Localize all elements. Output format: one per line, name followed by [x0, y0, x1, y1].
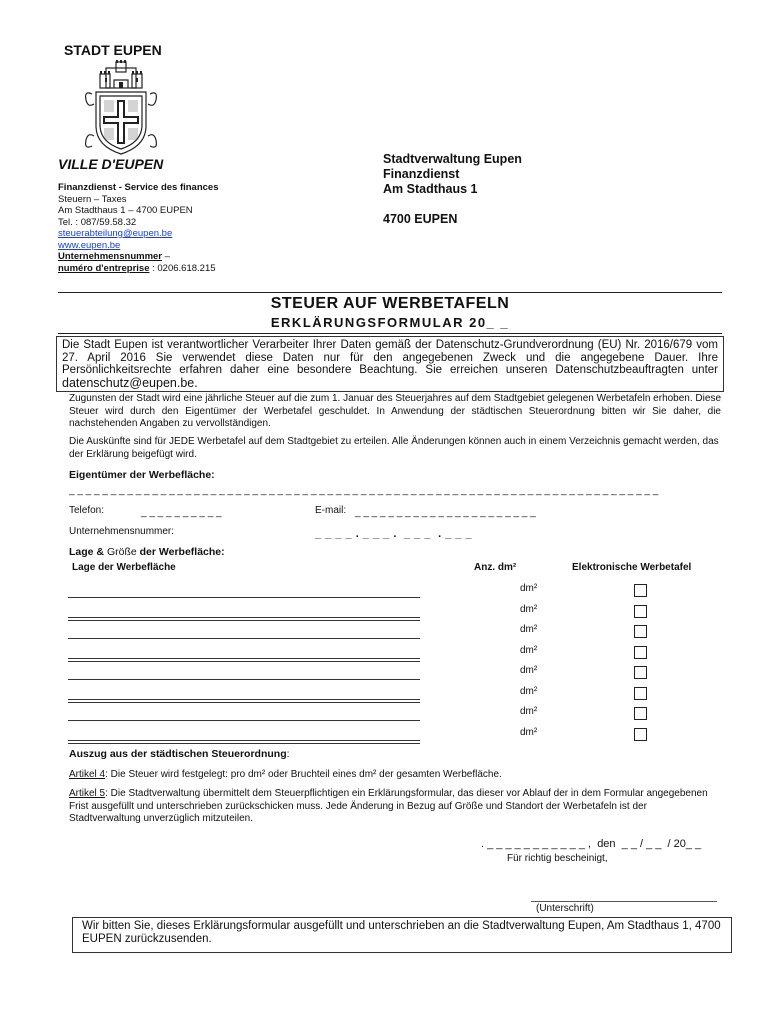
- location-input-line[interactable]: [68, 699, 420, 700]
- owner-name-field[interactable]: _ _ _ _ _ _ _ _ _ _ _ _ _ _ _ _ _ _ _ _ _ _ _ _ _ _ _ _ _ _ _ _ _ _ _ _ _ _ _ _ _ _ _ _ _ _ _ _ _ _ _ _ _ _ _ _ _ _ _ _ _ _ _ _ _ _ _ _ _ _ _: [69, 485, 659, 496]
- location-input-line[interactable]: [68, 617, 420, 618]
- electronic-checkbox[interactable]: [634, 625, 647, 638]
- recipient-line-3: Am Stadthaus 1: [383, 182, 478, 196]
- phone-field[interactable]: _ _ _ _ _ _ _ _ _ _: [141, 507, 222, 518]
- title-top-rule: [58, 292, 722, 293]
- form-subtitle: ERKLÄRUNGSFORMULAR 20_ _: [270, 315, 510, 330]
- sender-block: [58, 182, 288, 274]
- coat-of-arms-logo: [78, 60, 164, 156]
- electronic-checkbox[interactable]: [634, 646, 647, 659]
- article-4-label: Artikel 4: [69, 769, 106, 780]
- location-input-line[interactable]: [68, 679, 420, 680]
- article-4-text: : Die Steuer wird festgelegt: pro dm² oder Bruchteil eines dm² der gesamten Werbefläche.: [105, 769, 502, 780]
- intro-paragraph-1: Zugunsten der Stadt wird eine jährliche Steuer auf die zum 1. Januar des Steuerjahres auf dem Stadtgebiet gelegenen Werbetafeln erhoben. Diese Steuer wird durch den Eigentümer der Werbetafel geschuldet. In Anwendung der städtischen Steuerordnung bitten wir Sie daher, die nachstehenden Angaben zu vervollständigen.: [69, 393, 721, 429]
- article-4: [69, 769, 721, 782]
- area-unit: dm²: [520, 583, 538, 594]
- department: Steuern – Taxes: [58, 193, 127, 205]
- area-unit: dm²: [520, 644, 538, 656]
- phone-label: Telefon:: [69, 505, 105, 516]
- email-field[interactable]: _ _ _ _ _ _ _ _ _ _ _ _ _ _ _ _ _ _ _ _ _ _: [355, 507, 536, 518]
- excerpt-heading-text: Auszug aus der städtischen Steuerordnung: [69, 748, 287, 760]
- electronic-checkbox[interactable]: [634, 605, 647, 618]
- signature-label: (Unterschrift): [536, 903, 594, 914]
- area-unit: dm²: [520, 603, 538, 615]
- email-label: E-mail:: [315, 505, 347, 516]
- company-number-label-fr: numéro d'entreprise: [58, 262, 150, 274]
- article-5: [69, 788, 721, 826]
- column-header-area: Anz. dm²: [474, 562, 517, 573]
- owner-label: Eigentümer der Werbefläche:: [69, 469, 215, 481]
- table-section-label-a: Lage &: [69, 546, 107, 558]
- sender-email-link[interactable]: steuerabteilung@eupen.be: [58, 228, 173, 239]
- recipient-line-1: Stadtverwaltung Eupen: [383, 152, 522, 166]
- excerpt-heading-colon: :: [286, 748, 290, 760]
- company-number-field[interactable]: _ _ _ _ . _ _ _ . _ _ _ . _ _ _: [315, 528, 473, 540]
- electronic-checkbox[interactable]: [634, 707, 647, 720]
- location-input-line[interactable]: [68, 740, 420, 741]
- location-input-line[interactable]: [68, 743, 420, 744]
- location-input-line[interactable]: [68, 702, 420, 703]
- location-input-line[interactable]: [68, 638, 420, 639]
- article-5-label: Artikel 5: [69, 788, 106, 799]
- table-section-label: [69, 546, 225, 558]
- privacy-email: datenschutz@eupen.be.: [62, 375, 198, 390]
- website-link[interactable]: www.eupen.be: [58, 239, 121, 251]
- column-header-electronic: Elektronische Werbetafel: [572, 562, 692, 573]
- intro-paragraph-2: Die Auskünfte sind für JEDE Werbetafel auf dem Stadtgebiet zu erteilen. Alle Änderungen können auch in einem Verzeichnis gemacht werden, das der Erklärung beigefügt wird.: [69, 436, 719, 460]
- electronic-checkbox[interactable]: [634, 666, 647, 679]
- sender-phone: Tel. : 087/59.58.32: [58, 216, 137, 228]
- recipient-line-4: 4700 EUPEN: [383, 212, 458, 226]
- recipient-line-2: Finanzdienst: [383, 167, 460, 181]
- location-input-line[interactable]: [68, 620, 420, 621]
- column-header-location: Lage der Werbefläche: [72, 562, 176, 573]
- area-unit: dm²: [520, 685, 538, 697]
- privacy-notice-box: [56, 336, 724, 392]
- electronic-checkbox[interactable]: [634, 687, 647, 700]
- table-section-label-c: der Werbefläche:: [136, 546, 225, 558]
- company-number-label: Unternehmensnummer:: [69, 526, 175, 537]
- footer-box: [72, 917, 732, 953]
- sender-address: Am Stadthaus 1 – 4700 EUPEN: [58, 205, 193, 216]
- certified-text: Für richtig bescheinigt,: [507, 853, 608, 864]
- excerpt-heading: [69, 748, 290, 760]
- company-number-value: : 0206.618.215: [149, 262, 216, 274]
- area-unit: dm²: [520, 624, 538, 635]
- area-unit: dm²: [520, 706, 538, 717]
- ville-title: VILLE D'EUPEN: [58, 156, 164, 172]
- location-input-line[interactable]: [68, 720, 420, 721]
- service-name: Finanzdienst - Service des finances: [58, 182, 219, 193]
- city-title: STADT EUPEN: [64, 42, 162, 58]
- title-bottom-rule: [58, 333, 722, 334]
- table-section-label-b: Größe: [106, 546, 137, 558]
- area-unit: dm²: [520, 665, 538, 676]
- form-title: STEUER AUF WERBETAFELN: [270, 295, 510, 312]
- company-number-label-de: Unternehmensnummer: [58, 251, 162, 262]
- electronic-checkbox[interactable]: [634, 584, 647, 597]
- footer-text: Wir bitten Sie, dieses Erklärungsformular ausgefüllt und unterschrieben an die Stadtverwaltung Eupen, Am Stadthaus 1, 4700 EUPEN zurückzusenden.: [82, 920, 721, 945]
- privacy-text: Die Stadt Eupen ist verantwortlicher Verarbeiter Ihrer Daten gemäß der Datenschutz-Grundverordnung (EU) Nr. 2016/679 vom 27. April 2016 Sie verwendet diese Daten nur für den angegebenen Zweck und die angegebene Dauer. Ihre Persönlichkeitsrechte erfahren daher eine besondere Beachtung. Sie erreichen unseren Datenschutzbeauftragten unter: [62, 339, 718, 376]
- location-input-line[interactable]: [68, 658, 420, 659]
- electronic-checkbox[interactable]: [634, 728, 647, 741]
- company-number-sep: –: [162, 251, 170, 262]
- signature-line[interactable]: [531, 901, 717, 902]
- area-unit: dm²: [520, 726, 538, 738]
- recipient-address: [383, 152, 522, 227]
- article-5-text: : Die Stadtverwaltung übermittelt dem Steuerpflichtigen ein Erklärungsformular, das dieser vor Ablauf der in dem Formular angegebenen Frist ausgefüllt und unterschrieben zurückschicken muss. Jede Änderung in Bezug auf Größe und Standort der Werbetafeln ist der Stadtverwaltung unverzüglich mitzuteilen.: [69, 788, 708, 824]
- place-date-field[interactable]: . _ _ _ _ _ _ _ _ _ _ _ , den _ _ / _ _ / 20_ _: [481, 838, 702, 850]
- location-input-line[interactable]: [68, 597, 420, 598]
- location-input-line[interactable]: [68, 661, 420, 662]
